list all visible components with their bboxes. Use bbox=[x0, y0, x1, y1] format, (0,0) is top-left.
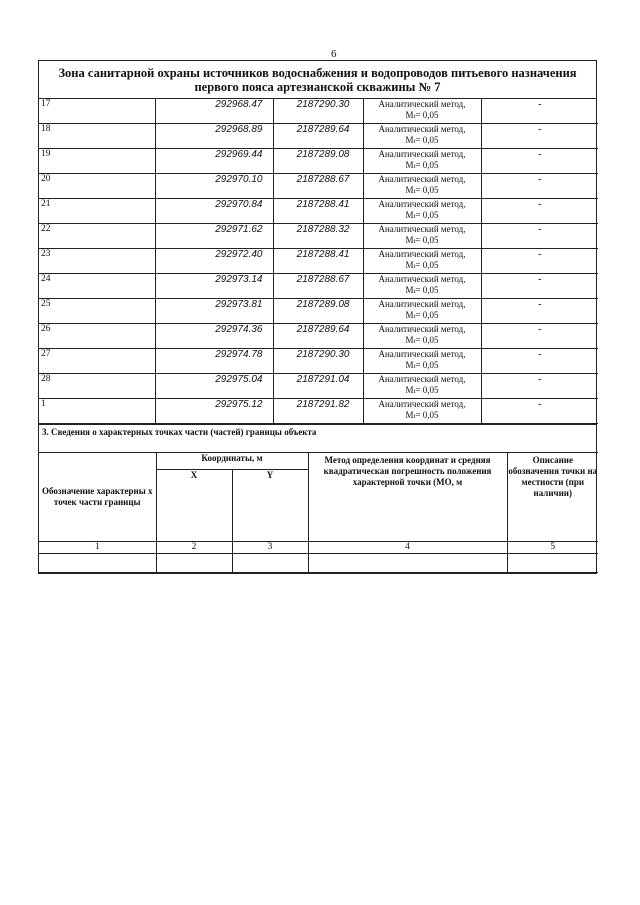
coordinate-x: 292973.81 bbox=[155, 299, 273, 324]
accuracy-subscript: t bbox=[413, 338, 416, 345]
method-label: Аналитический метод, bbox=[378, 174, 466, 184]
coordinate-x: 292968.89 bbox=[155, 124, 273, 149]
accuracy-subscript: t bbox=[413, 113, 416, 120]
method-cell bbox=[363, 124, 481, 149]
coordinate-y: 2187288.32 bbox=[273, 224, 363, 249]
accuracy-label: M bbox=[405, 260, 414, 270]
accuracy-label: M bbox=[405, 410, 414, 420]
page-number: 6 bbox=[331, 48, 337, 60]
accuracy-value: = 0,05 bbox=[415, 335, 439, 345]
accuracy-value: = 0,05 bbox=[415, 385, 439, 395]
accuracy-value: = 0,05 bbox=[415, 160, 439, 170]
accuracy-subscript: t bbox=[413, 188, 416, 195]
accuracy-value: = 0,05 bbox=[415, 135, 439, 145]
coordinate-x: 292971.62 bbox=[155, 224, 273, 249]
coordinates-table bbox=[39, 99, 598, 424]
accuracy-subscript: t bbox=[413, 363, 416, 370]
accuracy bbox=[364, 110, 481, 122]
coordinate-x: 292975.12 bbox=[155, 399, 273, 424]
document-title: Зона санитарной охраны источников водоснабжения и водопроводов питьевого назначения первого пояса артезианской скважины № 7 bbox=[39, 61, 596, 99]
table-row bbox=[39, 199, 598, 224]
point-number: 25 bbox=[39, 299, 155, 324]
index-1: 1 bbox=[39, 542, 156, 554]
header-x: X bbox=[156, 470, 232, 542]
method-cell bbox=[363, 349, 481, 374]
accuracy bbox=[364, 235, 481, 247]
empty-cell bbox=[156, 554, 232, 573]
point-description: - bbox=[481, 99, 598, 124]
accuracy bbox=[364, 310, 481, 322]
accuracy-subscript: t bbox=[413, 163, 416, 170]
method-label: Аналитический метод, bbox=[378, 374, 466, 384]
coordinate-x: 292974.78 bbox=[155, 349, 273, 374]
method-cell bbox=[363, 174, 481, 199]
header-coordinates: Координаты, м bbox=[156, 453, 308, 470]
method-cell bbox=[363, 199, 481, 224]
coordinate-y: 2187288.41 bbox=[273, 249, 363, 274]
accuracy-subscript: t bbox=[413, 413, 416, 420]
accuracy-label: M bbox=[405, 185, 414, 195]
method-label: Аналитический метод, bbox=[378, 324, 466, 334]
table-row bbox=[39, 349, 598, 374]
method-label: Аналитический метод, bbox=[378, 299, 466, 309]
coordinate-x: 292970.84 bbox=[155, 199, 273, 224]
coordinate-y: 2187288.67 bbox=[273, 274, 363, 299]
method-label: Аналитический метод, bbox=[378, 224, 466, 234]
accuracy-subscript: t bbox=[413, 288, 416, 295]
accuracy-value: = 0,05 bbox=[415, 260, 439, 270]
method-cell bbox=[363, 249, 481, 274]
method-label: Аналитический метод, bbox=[378, 99, 466, 109]
header-designation: Обозначение характерны х точек части границы bbox=[39, 453, 156, 542]
accuracy-value: = 0,05 bbox=[415, 410, 439, 420]
coordinate-y: 2187289.08 bbox=[273, 149, 363, 174]
coordinate-y: 2187289.08 bbox=[273, 299, 363, 324]
coordinate-x: 292969.44 bbox=[155, 149, 273, 174]
point-number: 21 bbox=[39, 199, 155, 224]
point-description: - bbox=[481, 199, 598, 224]
table-row bbox=[39, 324, 598, 349]
accuracy-label: M bbox=[405, 135, 414, 145]
point-description: - bbox=[481, 299, 598, 324]
point-description: - bbox=[481, 374, 598, 399]
accuracy-subscript: t bbox=[413, 313, 416, 320]
header-method: Метод определения координат и средняя квадратическая погрешность положения характерной точки (МО, м bbox=[308, 453, 507, 542]
coordinate-x: 292968.47 bbox=[155, 99, 273, 124]
coordinate-y: 2187289.64 bbox=[273, 324, 363, 349]
point-description: - bbox=[481, 149, 598, 174]
point-description: - bbox=[481, 324, 598, 349]
header-y: Y bbox=[232, 470, 308, 542]
coordinate-y: 2187289.64 bbox=[273, 124, 363, 149]
method-cell bbox=[363, 399, 481, 424]
point-description: - bbox=[481, 249, 598, 274]
accuracy-subscript: t bbox=[413, 238, 416, 245]
method-cell bbox=[363, 324, 481, 349]
accuracy-label: M bbox=[405, 335, 414, 345]
method-label: Аналитический метод, bbox=[378, 274, 466, 284]
point-number: 18 bbox=[39, 124, 155, 149]
accuracy-value: = 0,05 bbox=[415, 110, 439, 120]
accuracy bbox=[364, 335, 481, 347]
method-label: Аналитический метод, bbox=[378, 399, 466, 409]
index-2: 2 bbox=[156, 542, 232, 554]
coordinate-y: 2187291.82 bbox=[273, 399, 363, 424]
document-frame bbox=[38, 60, 597, 574]
coordinate-y: 2187288.67 bbox=[273, 174, 363, 199]
point-description: - bbox=[481, 399, 598, 424]
table-row bbox=[39, 374, 598, 399]
accuracy bbox=[364, 285, 481, 297]
accuracy bbox=[364, 135, 481, 147]
accuracy-subscript: t bbox=[413, 213, 416, 220]
accuracy-value: = 0,05 bbox=[415, 360, 439, 370]
point-number: 22 bbox=[39, 224, 155, 249]
point-description: - bbox=[481, 274, 598, 299]
accuracy-value: = 0,05 bbox=[415, 235, 439, 245]
accuracy-label: M bbox=[405, 235, 414, 245]
index-3: 3 bbox=[232, 542, 308, 554]
empty-cell bbox=[507, 554, 598, 573]
empty-cell bbox=[39, 554, 156, 573]
table-row bbox=[39, 399, 598, 424]
index-5: 5 bbox=[507, 542, 598, 554]
accuracy-value: = 0,05 bbox=[415, 185, 439, 195]
point-description: - bbox=[481, 349, 598, 374]
method-cell bbox=[363, 274, 481, 299]
accuracy-label: M bbox=[405, 385, 414, 395]
accuracy-label: M bbox=[405, 110, 414, 120]
section-3-heading: 3. Сведения о характерных точках части (частей) границы объекта bbox=[39, 424, 596, 452]
point-number: 19 bbox=[39, 149, 155, 174]
accuracy-subscript: t bbox=[413, 138, 416, 145]
accuracy-label: M bbox=[405, 210, 414, 220]
accuracy bbox=[364, 360, 481, 372]
point-number: 20 bbox=[39, 174, 155, 199]
accuracy-value: = 0,05 bbox=[415, 310, 439, 320]
table-row bbox=[39, 299, 598, 324]
point-number: 28 bbox=[39, 374, 155, 399]
accuracy-value: = 0,05 bbox=[415, 210, 439, 220]
coordinate-x: 292973.14 bbox=[155, 274, 273, 299]
accuracy-label: M bbox=[405, 360, 414, 370]
table-row bbox=[39, 224, 598, 249]
table-row bbox=[39, 124, 598, 149]
accuracy-label: M bbox=[405, 285, 414, 295]
accuracy bbox=[364, 210, 481, 222]
point-description: - bbox=[481, 124, 598, 149]
point-number: 26 bbox=[39, 324, 155, 349]
coordinate-x: 292974.36 bbox=[155, 324, 273, 349]
point-number: 17 bbox=[39, 99, 155, 124]
method-cell bbox=[363, 299, 481, 324]
point-number: 1 bbox=[39, 399, 155, 424]
method-label: Аналитический метод, bbox=[378, 199, 466, 209]
accuracy-subscript: t bbox=[413, 263, 416, 270]
point-description: - bbox=[481, 224, 598, 249]
coordinate-y: 2187288.41 bbox=[273, 199, 363, 224]
accuracy-label: M bbox=[405, 310, 414, 320]
accuracy bbox=[364, 385, 481, 397]
coordinate-y: 2187290.30 bbox=[273, 349, 363, 374]
accuracy bbox=[364, 185, 481, 197]
accuracy-value: = 0,05 bbox=[415, 285, 439, 295]
index-4: 4 bbox=[308, 542, 507, 554]
table-row bbox=[39, 249, 598, 274]
accuracy bbox=[364, 260, 481, 272]
point-description: - bbox=[481, 174, 598, 199]
coordinate-x: 292975.04 bbox=[155, 374, 273, 399]
section-3-table bbox=[39, 452, 598, 573]
method-label: Аналитический метод, bbox=[378, 249, 466, 259]
point-number: 27 bbox=[39, 349, 155, 374]
accuracy-subscript: t bbox=[413, 388, 416, 395]
method-cell bbox=[363, 149, 481, 174]
accuracy-label: M bbox=[405, 160, 414, 170]
method-label: Аналитический метод, bbox=[378, 149, 466, 159]
method-label: Аналитический метод, bbox=[378, 124, 466, 134]
coordinate-y: 2187290.30 bbox=[273, 99, 363, 124]
table-row bbox=[39, 174, 598, 199]
accuracy bbox=[364, 410, 481, 422]
table-row bbox=[39, 149, 598, 174]
point-number: 23 bbox=[39, 249, 155, 274]
header-description: Описание обозначения точки на местности (при наличии) bbox=[507, 453, 598, 542]
accuracy bbox=[364, 160, 481, 172]
method-cell bbox=[363, 224, 481, 249]
coordinate-x: 292970.10 bbox=[155, 174, 273, 199]
empty-cell bbox=[308, 554, 507, 573]
point-number: 24 bbox=[39, 274, 155, 299]
method-label: Аналитический метод, bbox=[378, 349, 466, 359]
coordinate-y: 2187291.04 bbox=[273, 374, 363, 399]
method-cell bbox=[363, 99, 481, 124]
method-cell bbox=[363, 374, 481, 399]
coordinate-x: 292972.40 bbox=[155, 249, 273, 274]
empty-cell bbox=[232, 554, 308, 573]
table-row bbox=[39, 99, 598, 124]
table-row bbox=[39, 274, 598, 299]
